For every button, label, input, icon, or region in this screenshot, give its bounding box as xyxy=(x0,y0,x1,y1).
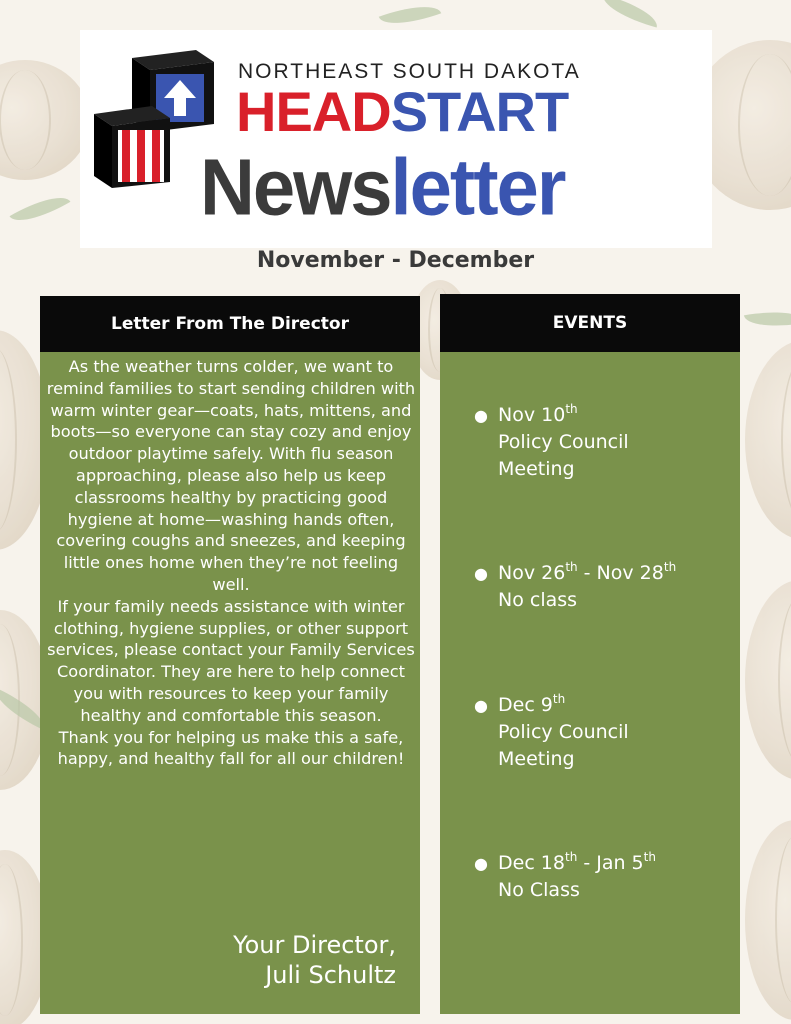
event-date: Nov 10th xyxy=(498,402,578,426)
headstart-start: START xyxy=(390,80,569,143)
newsletter-letter: letter xyxy=(390,142,565,233)
leaf-decoration xyxy=(599,0,662,27)
issue-date-range: November - December xyxy=(256,248,535,273)
newsletter-title xyxy=(200,142,600,233)
letter-heading: Letter From The Director xyxy=(40,296,420,352)
signature-line: Your Director, xyxy=(233,931,396,959)
headstart-head: HEAD xyxy=(236,80,391,143)
bullet-dot-icon: ● xyxy=(474,854,488,873)
headstart-wordmark xyxy=(236,80,656,143)
pumpkin-decoration xyxy=(745,820,791,1020)
pumpkin-decoration xyxy=(0,60,90,180)
pumpkin-decoration xyxy=(745,580,791,780)
director-signature xyxy=(210,930,396,990)
event-title-cont: Meeting xyxy=(498,748,575,770)
event-date: Nov 26th - Nov 28th xyxy=(498,560,677,584)
event-title: Policy Council xyxy=(498,721,629,743)
event-title: No class xyxy=(498,589,578,611)
leaf-decoration xyxy=(10,186,71,232)
bullet-dot-icon: ● xyxy=(474,406,488,425)
event-title-cont: Meeting xyxy=(498,458,575,480)
leaf-decoration xyxy=(379,0,442,34)
event-item xyxy=(474,402,734,483)
pumpkin-decoration xyxy=(745,340,791,540)
event-date: Dec 9th xyxy=(498,692,566,716)
director-name: Juli Schultz xyxy=(265,961,396,989)
leaf-decoration xyxy=(744,305,791,333)
event-item xyxy=(474,560,734,614)
letter-paragraph: As the weather turns colder, we want to remind families to start sending children with warm winter gear—coats, hats, mittens, and boots—so everyone can stay cozy and enjoy outdoor playtime safely. With flu season approaching, please also help us keep classrooms healthy by practicing good hygiene at home—washing hands often, covering coughs and sneezes, and keeping little ones home when they’re not feeling well. xyxy=(46,357,416,594)
newsletter-news: News xyxy=(200,142,391,233)
event-item xyxy=(474,692,734,773)
event-title: Policy Council xyxy=(498,431,629,453)
bullet-dot-icon: ● xyxy=(474,696,488,715)
events-heading: EVENTS xyxy=(440,294,740,352)
letter-body xyxy=(46,356,416,770)
event-date: Dec 18th - Jan 5th xyxy=(498,850,656,874)
event-item xyxy=(474,850,734,904)
organization-name: NORTHEAST SOUTH DAKOTA xyxy=(238,60,581,83)
letter-paragraph: Thank you for helping us make this a safe, happy, and healthy fall for all our children! xyxy=(57,727,405,769)
letter-paragraph: If your family needs assistance with winter clothing, hygiene supplies, or other support services, please contact your Family Services Coordinator. They are here to help connect you with resources to keep your family healthy and comfortable this season. xyxy=(47,596,415,725)
event-title: No Class xyxy=(498,879,580,901)
bullet-dot-icon: ● xyxy=(474,564,488,583)
